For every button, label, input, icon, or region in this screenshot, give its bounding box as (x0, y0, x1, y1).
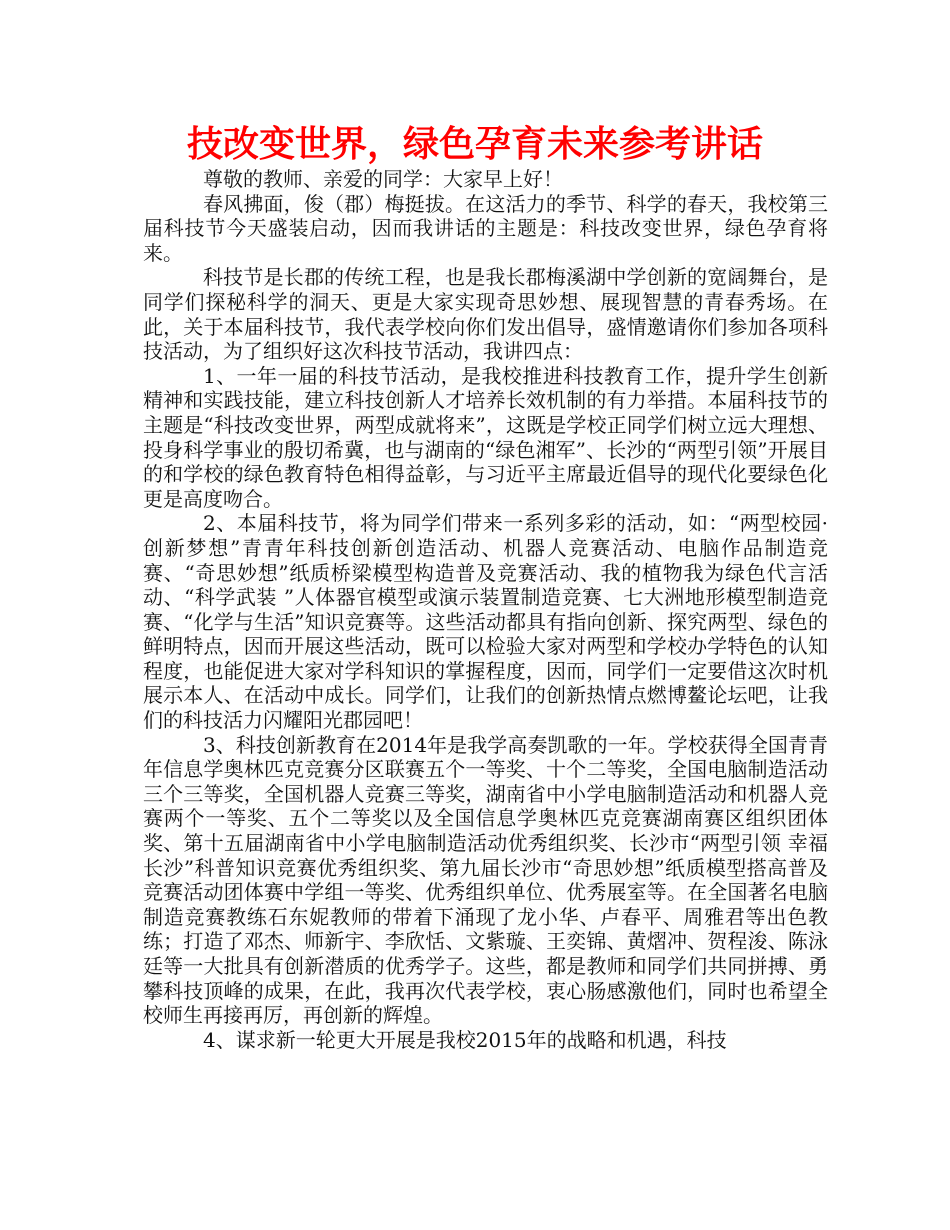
point-4-paragraph: 4、谋求新一轮更大开展是我校2015年的战略和机遇，科技 (203, 1027, 727, 1052)
document-title: 技改变世界，绿色孕育未来参考讲话 (186, 124, 763, 165)
point-1-paragraph: 1、一年一届的科技节活动，是我校推进科技教育工作，提升学生创新精神和实践技能，建立科技创新人才培养长效机制的有力举措。本届科技节的主题是“科技改变世界，两型成就将来”，这既是学校正同学们树立远大理想、投身科学事业的殷切希冀，也与湖南的“绿色湘军”、长沙的“两型引领”开展目的和学校的绿色教育特色相得益彰，与习近平主席最近倡导的现代化要绿色化更是高度吻合。 (143, 363, 828, 511)
point-3-paragraph: 3、科技创新教育在2014年是我学高奏凯歌的一年。学校获得全国青青年信息学奥林匹克竞赛分区联赛五个一等奖、十个二等奖，全国电脑制造活动三个三等奖，全国机器人竞赛三等奖，湖南省中小学电脑制造活动和机器人竞赛两个一等奖、五个二等奖以及全国信息学奥林匹克竞赛湖南赛区组织团体奖、第十五届湖南省中小学电脑制造活动优秀组织奖、长沙市“两型引领 幸福长沙”科普知识竞赛优秀组织奖、第九届长沙市“奇思妙想”纸质模型搭高普及竞赛活动团体赛中学组一等奖、优秀组织单位、优秀展室等。在全国著名电脑制造竞赛教练石东妮教师的带着下涌现了龙小华、卢春平、周雅君等出色教练；打造了邓杰、师新宇、李欣恬、文紫璇、王奕锦、黄熠冲、贺程浚、陈泳廷等一大批具有创新潜质的优秀学子。这些，都是教师和同学们共同拼搏、勇攀科技顶峰的成果，在此，我再次代表学校，衷心肠感激他们，同时也希望全校师生再接再厉，再创新的辉煌。 (143, 732, 828, 1028)
greeting-paragraph: 尊敬的教师、亲爱的同学：大家早上好！ (203, 167, 563, 191)
document-body (143, 167, 828, 1052)
point-2-paragraph: 2、本届科技节，将为同学们带来一系列多彩的活动，如：“两型校园·创新梦想”青青年科技创新创造活动、机器人竞赛活动、电脑作品制造竞赛、“奇思妙想”纸质桥梁模型构造普及竞赛活动、我的植物我为绿色代言活动、“科学武装 ”人体器官模型或演示装置制造竞赛、七大洲地形模型制造竞赛、“化学与生活”知识竞赛等。这些活动都具有指向创新、探究两型、绿色的鲜明特点，因而开展这些活动，既可以检验大家对两型和学校办学特色的认知程度，也能促进大家对学科知识的掌握程度，因而，同学们一定要借这次时机展示本人、在活动中成长。同学们，让我们的创新热情点燃博鳌论坛吧，让我们的科技活力闪耀阳光郡园吧！ (143, 511, 828, 733)
opening-paragraph: 春风拂面，俊（郡）梅挺拔。在这活力的季节、科学的春天，我校第三届科技节今天盛装启动，因而我讲话的主题是：科技改变世界，绿色孕育将来。 (143, 191, 828, 265)
intro-paragraph: 科技节是长郡的传统工程，也是我长郡梅溪湖中学创新的宽阔舞台，是同学们探秘科学的洞天、更是大家实现奇思妙想、展现智慧的青春秀场。在此，关于本届科技节，我代表学校向你们发出倡导，盛情邀请你们参加各项科技活动，为了组织好这次科技节活动，我讲四点： (143, 265, 828, 364)
